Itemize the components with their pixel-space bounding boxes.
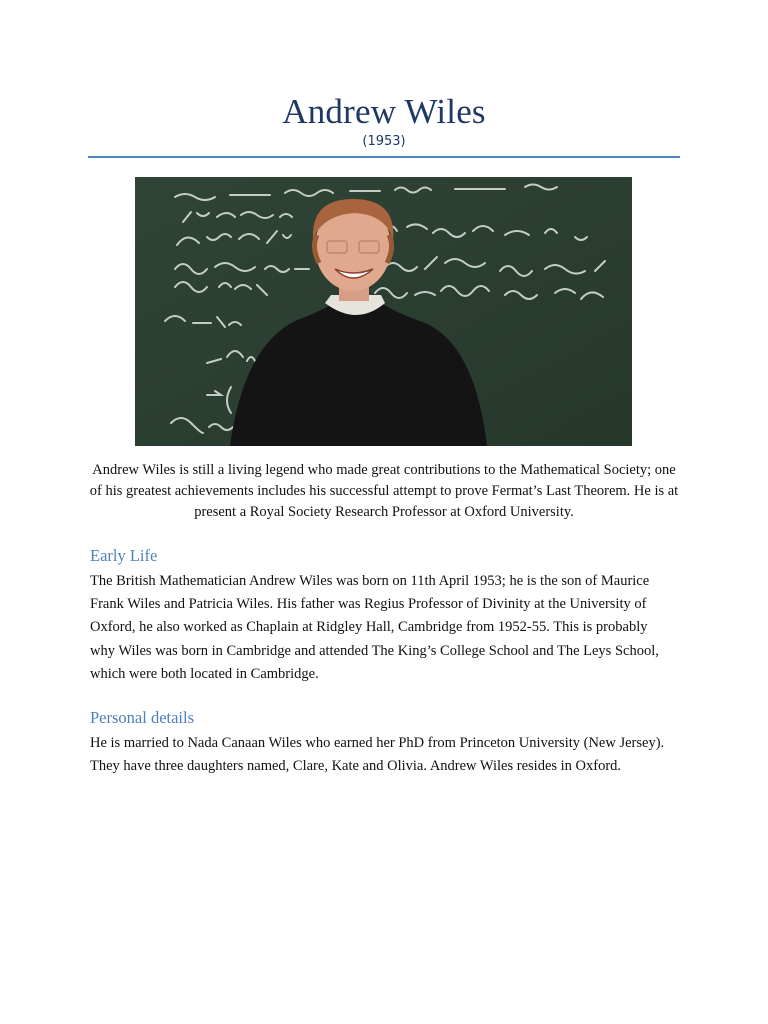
page-title: Andrew Wiles	[282, 92, 486, 131]
title-divider	[88, 156, 680, 158]
intro-paragraph: Andrew Wiles is still a living legend who made great contributions to the Mathematical Society; one of his greatest achievements includes his successful attempt to prove Fermat’s Last Theorem. He is at present a Royal Society Research Professor at Oxford University.	[89, 462, 679, 520]
chalkboard-photo-illustration	[135, 177, 632, 446]
section-heading-early-life: Early Life	[90, 546, 158, 565]
section-heading-personal-details: Personal details	[90, 708, 195, 727]
section-body-early-life: The British Mathematician Andrew Wiles was born on 11th April 1953; he is the son of Maurice Frank Wiles and Patricia Wiles. His father was Regius Professor of Divinity at the University of Oxford, he also worked as Chaplain at Ridgley Hall, Cambridge from 1952-55. This is probably why Wiles was born in Cambridge and attended The King’s College School and The Leys School, which were both located in Cambridge.	[90, 573, 659, 682]
section-body-personal-details: He is married to Nada Canaan Wiles who earned her PhD from Princeton University (New Jersey). They have three daughters named, Clare, Kate and Olivia. Andrew Wiles resides in Oxford.	[90, 735, 665, 775]
portrait-photo	[135, 177, 632, 446]
birth-year: (1953)	[362, 134, 406, 149]
